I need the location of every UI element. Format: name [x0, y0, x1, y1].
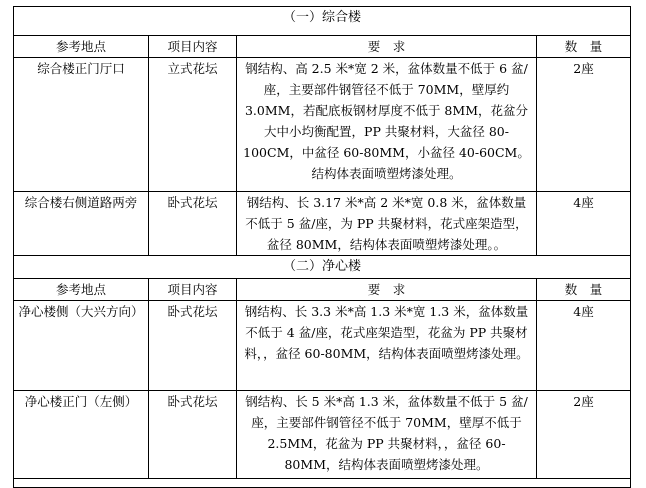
quantity-cell: 2座	[537, 391, 631, 479]
item-cell: 卧式花坛	[149, 301, 237, 391]
location-cell: 综合楼右侧道路两旁	[14, 192, 149, 256]
table-row	[14, 58, 631, 192]
col-header-location: 参考地点	[14, 279, 149, 301]
header-row	[14, 279, 631, 301]
section-title-row	[14, 7, 631, 36]
section-title: （一）综合楼	[14, 7, 631, 36]
truncated-row	[14, 479, 631, 488]
quantity-cell: 4座	[537, 301, 631, 391]
col-header-requirement: 要 求	[237, 36, 537, 58]
requirement-cell: 钢结构、长 5 米*高 1.3 米，盆体数量不低于 5 盆/座，主要部件钢管径不低于 70MM，壁厚不低于 2.5MM，花盆为 PP 共聚材料，，盆径 60-80MM，结构体表面喷塑烤漆处理。	[237, 391, 537, 479]
table-row	[14, 391, 631, 479]
location-cell: 综合楼正门厅口	[14, 58, 149, 192]
location-cell: 净心楼正门（左侧）	[14, 391, 149, 479]
requirement-cell: 钢结构、高 2.5 米*宽 2 米，盆体数量不低于 6 盆/座，主要部件钢管径不低于 70MM，壁厚约 3.0MM，若配底板钢材厚度不低于 8MM，花盆分大中小均衡配置，PP 共聚材料，大盆径 80-100CM，中盆径 60-80MM，小盆径 40-60CM。结构体表面喷塑烤漆处理。	[237, 58, 537, 192]
item-cell: 卧式花坛	[149, 391, 237, 479]
quantity-cell: 2座	[537, 58, 631, 192]
table-row	[14, 192, 631, 256]
col-header-item: 项目内容	[149, 36, 237, 58]
section-title: （二）净心楼	[14, 256, 631, 279]
item-cell: 立式花坛	[149, 58, 237, 192]
section-title-row	[14, 256, 631, 279]
table-row	[14, 301, 631, 391]
quantity-cell: 4座	[537, 192, 631, 256]
requirements-table	[13, 6, 631, 488]
col-header-location: 参考地点	[14, 36, 149, 58]
col-header-quantity: 数 量	[537, 36, 631, 58]
col-header-item: 项目内容	[149, 279, 237, 301]
requirement-cell: 钢结构、长 3.3 米*高 1.3 米*宽 1.3 米，盆体数量不低于 4 盆/座，花式座架造型，花盆为 PP 共聚材料，，盆径 60-80MM，结构体表面喷塑烤漆处理。	[237, 301, 537, 391]
location-cell: 净心楼侧（大兴方向）	[14, 301, 149, 391]
col-header-quantity: 数 量	[537, 279, 631, 301]
requirement-cell: 钢结构、长 3.17 米*高 2 米*宽 0.8 米，盆体数量不低于 5 盆/座，为 PP 共聚材料，花式座架造型，盆径 80MM，结构体表面喷塑烤漆处理。。	[237, 192, 537, 256]
header-row	[14, 36, 631, 58]
col-header-requirement: 要 求	[237, 279, 537, 301]
item-cell: 卧式花坛	[149, 192, 237, 256]
